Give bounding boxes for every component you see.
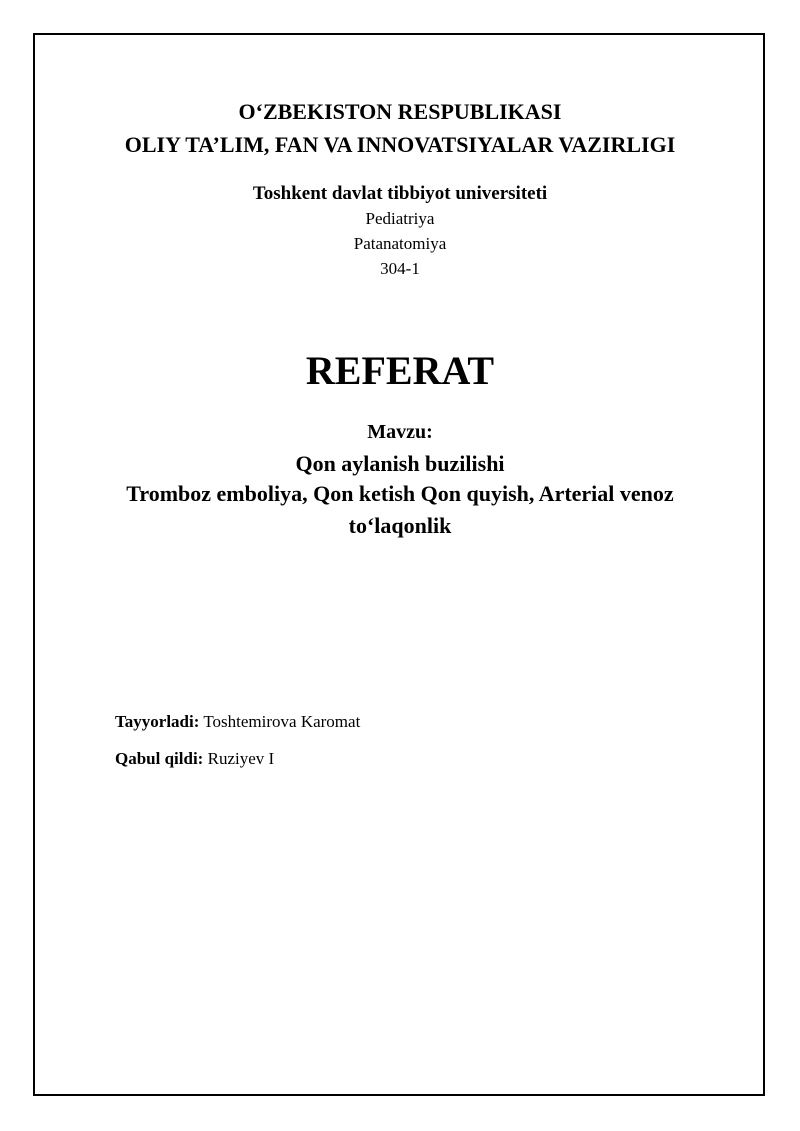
prepared-by — [115, 711, 360, 733]
accepted-by-value: Ruziyev I — [207, 749, 275, 768]
prepared-by-label: Tayyorladi: — [115, 712, 200, 731]
ministry-heading: OLIY TA’LIM, FAN VA INNOVATSIYALAR VAZIRLIGI — [124, 132, 676, 157]
topic-line-1: Qon aylanish buzilishi — [295, 451, 505, 476]
accepted-by-label: Qabul qildi: — [115, 749, 204, 768]
accepted-by — [115, 748, 274, 770]
topic-line-3: to‘laqonlik — [348, 513, 452, 538]
faculty-name: Pediatriya — [365, 209, 435, 228]
document-title: REFERAT — [305, 348, 495, 393]
topic-line-2: Tromboz emboliya, Qon ketish Qon quyish, Arterial venoz — [126, 481, 674, 506]
group-number: 304-1 — [380, 259, 420, 278]
university-name: Toshkent davlat tibbiyot universiteti — [252, 183, 548, 204]
topic-label: Mavzu: — [367, 421, 433, 443]
country-heading: O‘ZBEKISTON RESPUBLIKASI — [238, 99, 562, 124]
department-name: Patanatomiya — [353, 234, 447, 253]
prepared-by-value: Toshtemirova Karomat — [203, 712, 361, 731]
